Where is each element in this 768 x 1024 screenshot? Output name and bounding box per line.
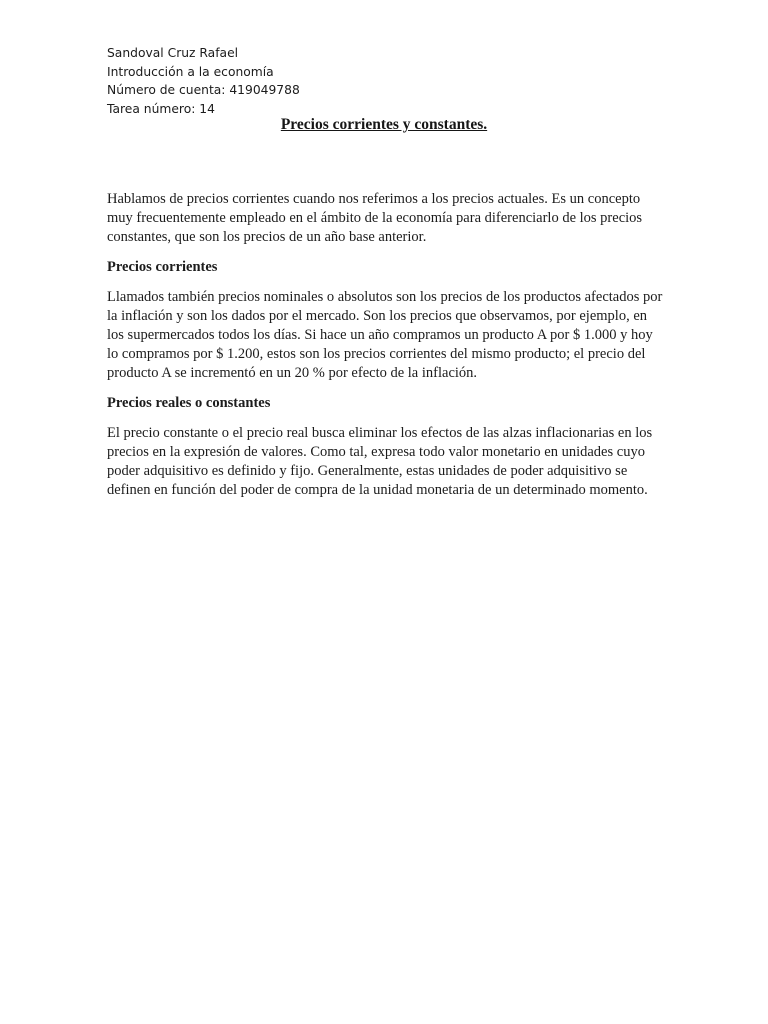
account-number: Número de cuenta: 419049788: [107, 83, 300, 97]
document-title: Precios corrientes y constantes.: [280, 116, 488, 133]
author-name: Sandoval Cruz Rafael: [107, 46, 239, 60]
section-heading-constant-prices: Precios reales o constantes: [107, 395, 271, 411]
assignment-number: Tarea número: 14: [107, 101, 215, 116]
course-name: Introducción a la economía: [107, 64, 274, 79]
document-header: [107, 44, 300, 118]
document-body: [107, 190, 667, 511]
intro-paragraph: Hablamos de precios corrientes cuando nos referimos a los precios actuales. Es un concepto muy frecuentemente empleado en el ámbito de la economía para diferenciarlo de los precios constantes, que son los precios de un año base anterior.: [107, 191, 643, 245]
section-text-constant-prices: El precio constante o el precio real busca eliminar los efectos de las alzas inflacionarias en los precios en la expresión de valores. Como tal, expresa todo valor monetario en unidades cuyo poder adquisitivo es definido y fijo. Generalmente, estas unidades de poder adquisitivo se definen en función del poder de compra de la unidad monetaria de un determinado momento.: [107, 425, 653, 498]
section-heading-current-prices: Precios corrientes: [107, 259, 218, 275]
section-text-current-prices: Llamados también precios nominales o absolutos son los precios de los productos afectados por la inflación y son los dados por el mercado. Son los precios que observamos, por ejemplo, en los supermercados todos los días. Si hace un año compramos un producto A por $ 1.000 y hoy lo compramos por $ 1.200, estos son los precios corrientes del mismo producto; el precio del producto A se incrementó en un 20 % por efecto de la inflación.: [107, 289, 663, 381]
